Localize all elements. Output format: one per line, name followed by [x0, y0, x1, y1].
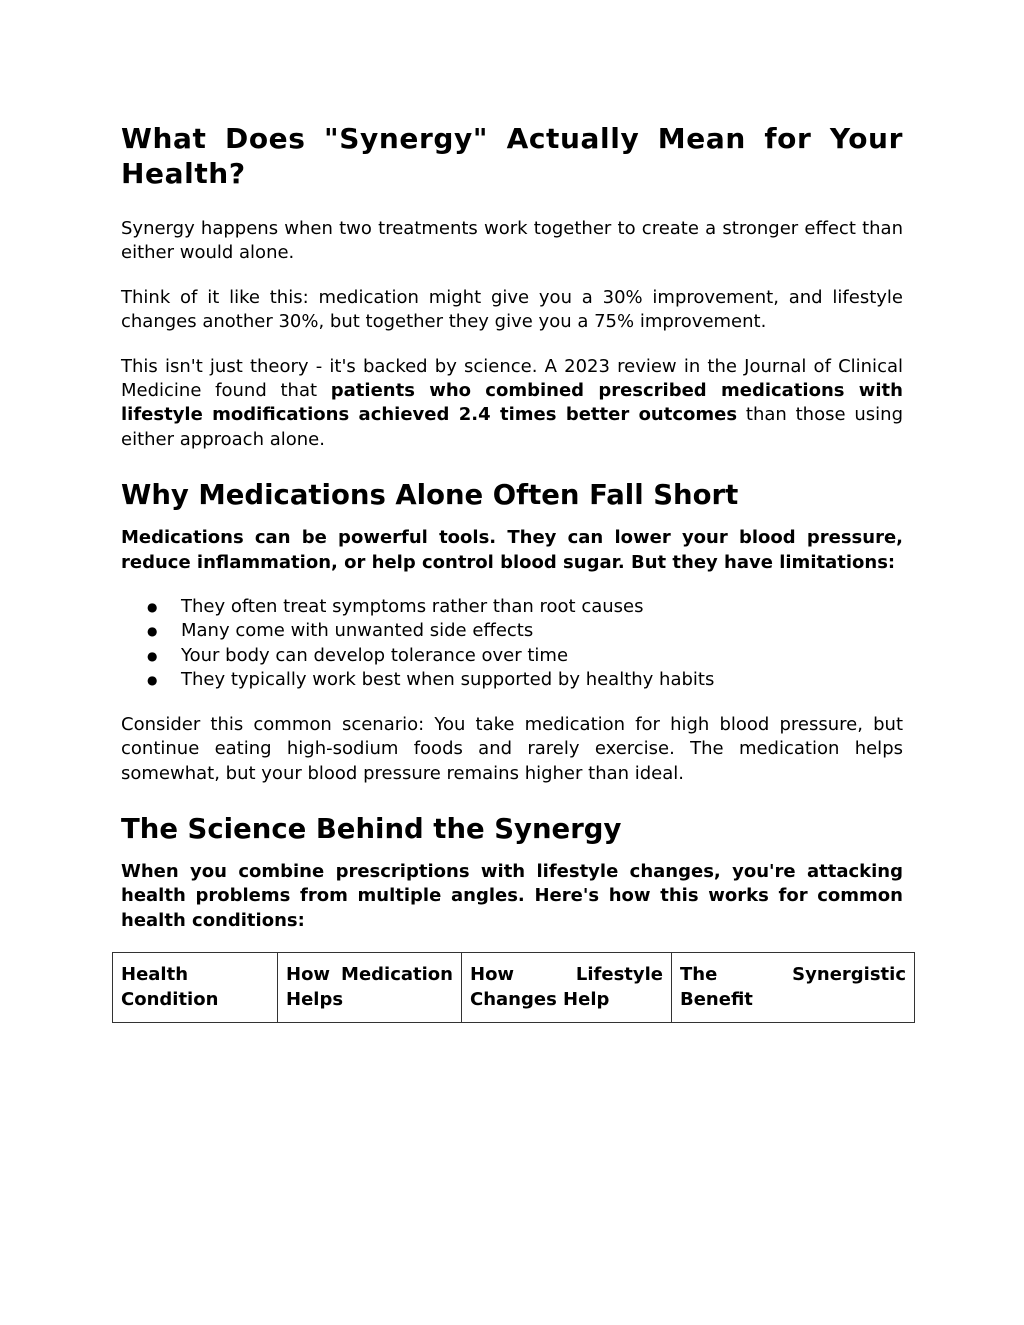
list-item-text: Many come with unwanted side effects	[181, 620, 534, 642]
research-text-end: than those using either approach alone.	[121, 404, 903, 450]
paragraph-synergy-example: Think of it like this: medication might give you a 30% improvement, and lifestyle changes another 30%, but together they give you a 75% improvement.	[121, 286, 903, 333]
heading-science-behind-synergy: The Science Behind the Synergy	[121, 812, 622, 845]
bullet-icon: ●	[147, 600, 158, 615]
list-item	[147, 595, 903, 619]
research-text-start: This isn't just theory - it's backed by science. A 2023 review in the Journal of Clinical Medicine found that	[121, 355, 903, 402]
bullet-icon: ●	[147, 648, 158, 663]
paragraph-medication-limitations: Medications can be powerful tools. They can lower your blood pressure, reduce inflammation, or help control blood sugar. But they have limitations:	[121, 527, 903, 573]
research-text-highlight: patients who combined prescribed medications with lifestyle modifications achieved 2.4 times better outcomes	[121, 380, 903, 426]
paragraph-research-finding	[121, 355, 903, 453]
bullet-icon: ●	[147, 624, 158, 639]
limitations-list	[121, 595, 903, 693]
list-item	[147, 644, 903, 668]
article-body	[121, 121, 906, 1023]
list-item	[147, 668, 903, 692]
paragraph-multiple-angles: When you combine prescriptions with lifestyle changes, you're attacking health problems from multiple angles. Here's how this works for common health conditions:	[121, 860, 903, 931]
paragraph-common-scenario: Consider this common scenario: You take medication for high blood pressure, but continue eating high-sodium foods and rarely exercise. The medication helps somewhat, but your blood pressure remains higher than ideal.	[121, 713, 903, 784]
heading-medications-fall-short: Why Medications Alone Often Fall Short	[121, 479, 739, 512]
list-item-text: They typically work best when supported by healthy habits	[181, 669, 715, 691]
conditions-table	[112, 952, 915, 1023]
list-item	[147, 619, 903, 643]
paragraph-synergy-definition: Synergy happens when two treatments work together to create a stronger effect than either would alone.	[121, 218, 903, 264]
list-item-text: They often treat symptoms rather than root causes	[181, 596, 644, 618]
heading-synergy-meaning: What Does "Synergy" Actually Mean for Your Health?	[121, 122, 903, 190]
bullet-icon: ●	[147, 673, 158, 688]
table-header-row	[113, 953, 915, 1023]
table-header-cell: How Lifestyle Changes Help	[462, 953, 672, 1023]
table-header-cell: The Synergistic Benefit	[672, 953, 915, 1023]
table-header-cell: Health Condition	[113, 953, 278, 1023]
table-header-cell: How Medication Helps	[278, 953, 462, 1023]
list-item-text: Your body can develop tolerance over time	[181, 644, 569, 666]
